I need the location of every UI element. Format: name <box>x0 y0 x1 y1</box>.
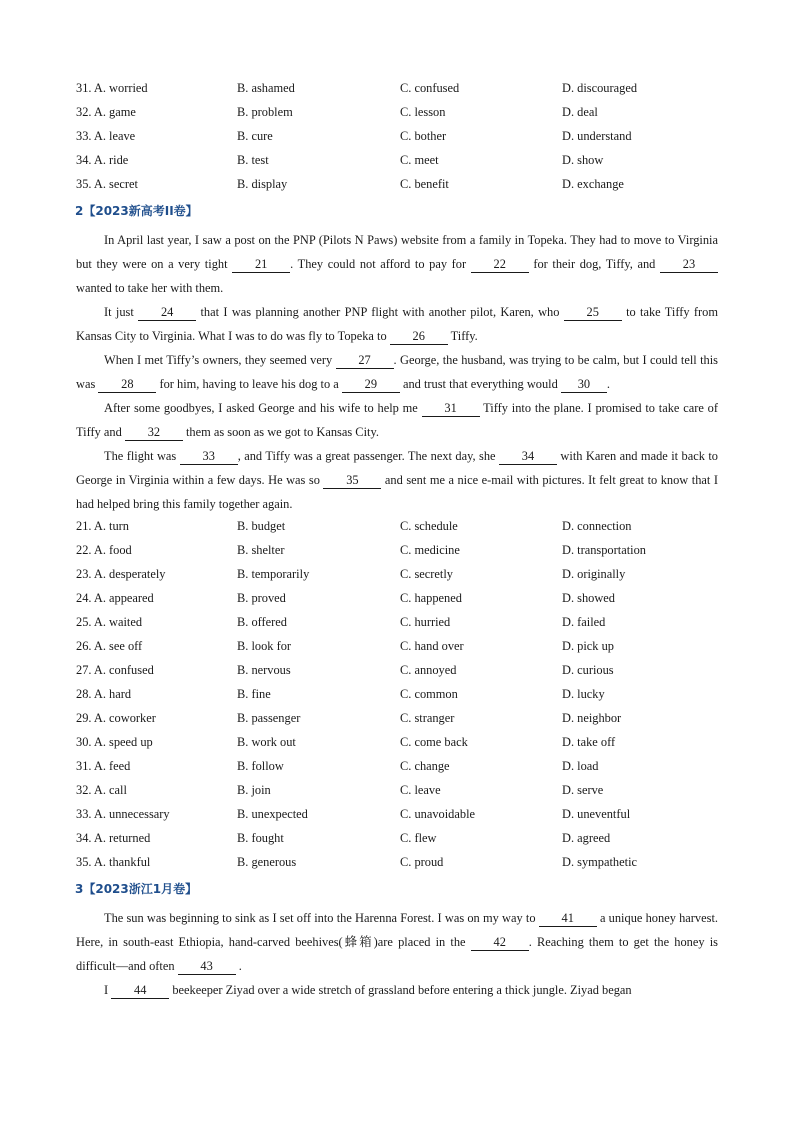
option-b[interactable]: B. proved <box>237 591 286 605</box>
option-c[interactable]: C. unavoidable <box>400 807 476 821</box>
text: to take Tiffy from Kansas City to Virginia. What I was to do was fly to Topeka to <box>76 305 719 343</box>
option-c[interactable]: C. hurried <box>400 615 451 629</box>
blank-33[interactable]: 33 <box>180 448 238 465</box>
option-a[interactable]: 31. A. worried <box>76 81 148 95</box>
option-b[interactable]: B. join <box>237 783 271 797</box>
text: It just <box>104 305 139 319</box>
option-a[interactable]: 33. A. unnecessary <box>76 807 170 821</box>
blank-41[interactable]: 41 <box>539 910 597 927</box>
option-d[interactable]: D. serve <box>562 783 604 797</box>
option-b[interactable]: B. offered <box>237 615 288 629</box>
option-c[interactable]: C. secretly <box>400 567 453 581</box>
option-b[interactable]: B. fought <box>237 831 284 845</box>
option-c[interactable]: C. change <box>400 759 450 773</box>
text: Tiffy into the plane. I promised to take care of Tiffy and <box>76 401 718 439</box>
text: and trust that everything would <box>399 377 561 391</box>
text: . Reaching them to get the honey is difficult—and often <box>76 935 718 973</box>
option-row <box>76 732 718 756</box>
option-row <box>76 852 718 876</box>
option-d[interactable]: D. connection <box>562 519 632 533</box>
option-row <box>76 150 718 174</box>
blank-42[interactable]: 42 <box>471 934 529 951</box>
blank-30[interactable]: 30 <box>561 376 607 393</box>
passage-2-paragraph-5 <box>76 444 718 516</box>
blank-34[interactable]: 34 <box>499 448 557 465</box>
blank-21[interactable]: 21 <box>232 256 290 273</box>
passage-2-paragraph-4 <box>76 396 718 444</box>
option-a[interactable]: 27. A. confused <box>76 663 154 677</box>
option-b[interactable]: B. test <box>237 153 269 167</box>
blank-28[interactable]: 28 <box>98 376 156 393</box>
text: After some goodbyes, I asked George and his wife to help me <box>104 401 422 415</box>
option-c[interactable]: C. flew <box>400 831 437 845</box>
option-a[interactable]: 22. A. food <box>76 543 132 557</box>
option-a[interactable]: 30. A. speed up <box>76 735 153 749</box>
option-row <box>76 174 718 198</box>
option-c[interactable]: C. common <box>400 687 458 701</box>
text: them as soon as we got to Kansas City. <box>182 425 379 439</box>
options-table-2 <box>76 516 718 876</box>
option-c[interactable]: C. hand over <box>400 639 464 653</box>
option-d[interactable]: D. take off <box>562 735 616 749</box>
blank-32[interactable]: 32 <box>125 424 183 441</box>
option-d[interactable]: D. understand <box>562 129 632 143</box>
text: a unique honey harvest. Here, in south-east Ethiopia, hand-carved beehives(蜂箱)are placed in the <box>76 911 718 949</box>
option-c[interactable]: C. happened <box>400 591 462 605</box>
option-a[interactable]: 21. A. turn <box>76 519 130 533</box>
text: for him, having to leave his dog to a <box>156 377 342 391</box>
option-d[interactable]: D. lucky <box>562 687 605 701</box>
option-d[interactable]: D. show <box>562 153 604 167</box>
option-row <box>76 126 718 150</box>
option-a[interactable]: 29. A. coworker <box>76 711 156 725</box>
section-3-title: 3【2023浙江1月卷】 <box>75 882 198 896</box>
options-table-1 <box>76 78 718 198</box>
option-c[interactable]: C. bother <box>400 129 447 143</box>
text: wanted to take her with them. <box>76 281 224 295</box>
option-b[interactable]: B. generous <box>237 855 297 869</box>
option-d[interactable]: D. agreed <box>562 831 611 845</box>
option-c[interactable]: C. schedule <box>400 519 458 533</box>
blank-25[interactable]: 25 <box>564 304 622 321</box>
text: that I was planning another PNP flight with another pilot, Karen, who <box>196 305 564 319</box>
option-c[interactable]: C. lesson <box>400 105 446 119</box>
option-row <box>76 636 718 660</box>
text: . They could not afford to pay for <box>290 257 471 271</box>
option-c[interactable]: C. meet <box>400 153 439 167</box>
option-c[interactable]: C. medicine <box>400 543 460 557</box>
text: beekeeper Ziyad over a wide stretch of grassland before entering a thick jungle. Ziyad began <box>169 983 632 997</box>
option-d[interactable]: D. showed <box>562 591 615 605</box>
option-b[interactable]: B. follow <box>237 759 284 773</box>
blank-26[interactable]: 26 <box>390 328 448 345</box>
blank-35[interactable]: 35 <box>323 472 381 489</box>
option-c[interactable]: C. come back <box>400 735 468 749</box>
option-c[interactable]: C. leave <box>400 783 441 797</box>
text: . <box>235 959 242 973</box>
option-d[interactable]: D. curious <box>562 663 614 677</box>
text: . George, the husband, was trying to be calm, but I could tell this was <box>76 353 718 391</box>
option-row <box>76 780 718 804</box>
option-row <box>76 564 718 588</box>
option-b[interactable]: B. display <box>237 177 288 191</box>
blank-24[interactable]: 24 <box>138 304 196 321</box>
option-d[interactable]: D. load <box>562 759 599 773</box>
option-d[interactable]: D. neighbor <box>562 711 622 725</box>
blank-22[interactable]: 22 <box>471 256 529 273</box>
text: I <box>104 983 112 997</box>
text: When I met Tiffy’s owners, they seemed very <box>104 353 336 367</box>
option-d[interactable]: D. transportation <box>562 543 646 557</box>
option-c[interactable]: C. annoyed <box>400 663 457 677</box>
option-b[interactable]: B. cure <box>237 129 273 143</box>
option-b[interactable]: B. fine <box>237 687 271 701</box>
option-a[interactable]: 33. A. leave <box>76 129 136 143</box>
text: . <box>606 377 611 391</box>
option-a[interactable]: 35. A. secret <box>76 177 138 191</box>
option-c[interactable]: C. stranger <box>400 711 455 725</box>
text: The flight was <box>104 449 180 463</box>
blank-43[interactable]: 43 <box>178 958 236 975</box>
option-b[interactable]: B. passenger <box>237 711 301 725</box>
option-row <box>76 708 718 732</box>
option-row <box>76 102 718 126</box>
option-row <box>76 78 718 102</box>
option-b[interactable]: B. ashamed <box>237 81 295 95</box>
text: for their dog, Tiffy, and <box>528 257 660 271</box>
blank-23[interactable]: 23 <box>660 256 718 273</box>
option-row <box>76 516 718 540</box>
option-b[interactable]: B. look for <box>237 639 292 653</box>
option-d[interactable]: D. discouraged <box>562 81 638 95</box>
text: In April last year, I saw a post on the PNP (Pilots N Paws) website from a family in Topeka. They had to move to Virginia but they were on a very tight <box>76 233 718 271</box>
option-a[interactable]: 26. A. see off <box>76 639 143 653</box>
worksheet-page <box>76 78 718 1002</box>
option-d[interactable]: D. deal <box>562 105 598 119</box>
passage-2-paragraph-2 <box>76 300 718 348</box>
blank-29[interactable]: 29 <box>342 376 400 393</box>
option-b[interactable]: B. budget <box>237 519 286 533</box>
option-a[interactable]: 25. A. waited <box>76 615 143 629</box>
option-d[interactable]: D. pick up <box>562 639 614 653</box>
option-c[interactable]: C. proud <box>400 855 444 869</box>
option-a[interactable]: 34. A. returned <box>76 831 151 845</box>
section-2-title: 2【2023新高考II卷】 <box>75 204 198 218</box>
option-b[interactable]: B. unexpected <box>237 807 308 821</box>
option-row <box>76 756 718 780</box>
option-d[interactable]: D. exchange <box>562 177 624 191</box>
option-row <box>76 804 718 828</box>
option-b[interactable]: B. work out <box>237 735 296 749</box>
blank-44[interactable]: 44 <box>111 982 169 999</box>
option-a[interactable]: 31. A. feed <box>76 759 131 773</box>
option-row <box>76 660 718 684</box>
option-a[interactable]: 32. A. call <box>76 783 127 797</box>
text: , and Tiffy was a great passenger. The next day, she <box>237 449 499 463</box>
option-c[interactable]: C. confused <box>400 81 460 95</box>
option-d[interactable]: D. uneventful <box>562 807 631 821</box>
option-row <box>76 828 718 852</box>
text: Tiffy. <box>447 329 478 343</box>
option-d[interactable]: D. failed <box>562 615 606 629</box>
option-d[interactable]: D. originally <box>562 567 626 581</box>
passage-3-paragraph-1 <box>76 906 718 978</box>
passage-2-paragraph-1 <box>76 228 718 300</box>
option-a[interactable]: 24. A. appeared <box>76 591 154 605</box>
passage-3-paragraph-2 <box>76 978 718 1002</box>
option-c[interactable]: C. benefit <box>400 177 449 191</box>
text: with Karen and made it back to George in Virginia within a few days. He was so <box>76 449 718 487</box>
option-row <box>76 588 718 612</box>
option-row <box>76 684 718 708</box>
option-d[interactable]: D. sympathetic <box>562 855 638 869</box>
option-a[interactable]: 28. A. hard <box>76 687 132 701</box>
option-b[interactable]: B. shelter <box>237 543 285 557</box>
option-a[interactable]: 23. A. desperately <box>76 567 166 581</box>
text: and sent me a nice e-mail with pictures. It felt great to know that I had helped bring this family together again. <box>76 473 718 511</box>
blank-27[interactable]: 27 <box>336 352 394 369</box>
option-b[interactable]: B. temporarily <box>237 567 310 581</box>
option-row <box>76 612 718 636</box>
option-b[interactable]: B. problem <box>237 105 293 119</box>
text: The sun was beginning to sink as I set off into the Harenna Forest. I was on my way to <box>104 911 539 925</box>
option-a[interactable]: 35. A. thankful <box>76 855 151 869</box>
option-a[interactable]: 32. A. game <box>76 105 136 119</box>
option-row <box>76 540 718 564</box>
blank-31[interactable]: 31 <box>422 400 480 417</box>
option-a[interactable]: 34. A. ride <box>76 153 129 167</box>
option-b[interactable]: B. nervous <box>237 663 291 677</box>
passage-2-paragraph-3 <box>76 348 718 396</box>
